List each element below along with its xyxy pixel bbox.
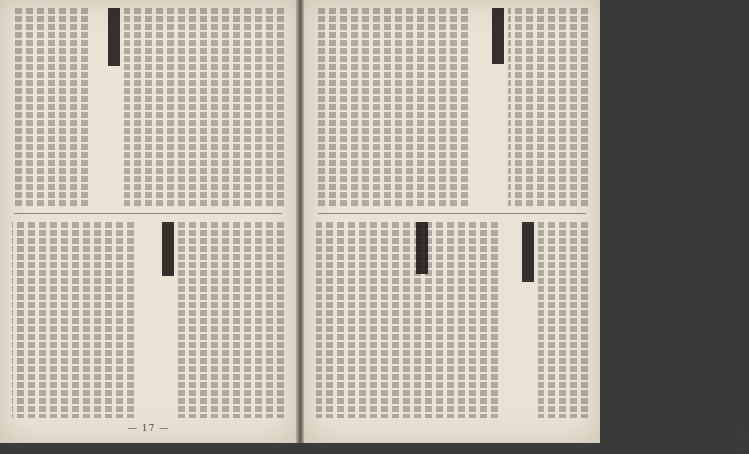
page-number: — 17 — [128, 424, 170, 434]
author-heading [108, 8, 120, 66]
text-columns [12, 8, 88, 208]
right-lower-text-band [316, 222, 588, 418]
author-heading [162, 222, 174, 276]
right-page [304, 0, 749, 454]
text-columns [538, 222, 588, 418]
author-heading [492, 8, 504, 64]
text-columns [178, 222, 284, 418]
author-heading [416, 222, 428, 274]
left-lower-text-band [12, 222, 284, 418]
text-columns [12, 222, 134, 418]
left-upper-text-band [12, 8, 284, 208]
text-columns [508, 8, 588, 208]
author-heading [522, 222, 534, 282]
text-columns [316, 222, 498, 418]
band-divider [14, 213, 282, 214]
book-gutter [296, 0, 304, 443]
right-upper-text-band [316, 8, 588, 208]
text-columns [124, 8, 284, 208]
left-page [0, 0, 296, 443]
text-columns [316, 8, 468, 208]
page-number: — 16 — [736, 424, 749, 454]
band-divider [318, 213, 586, 214]
